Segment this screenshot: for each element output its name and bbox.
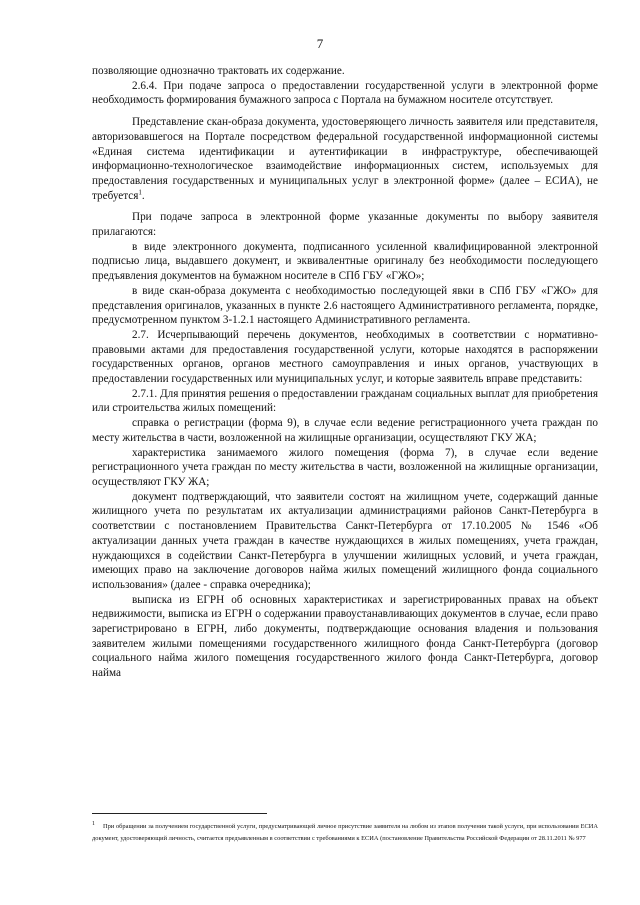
paragraph: в виде электронного документа, подписанного усиленной квалифицированной электронной подписью лица, выдавшего документ, и эквивалентные оригиналу без необходимости последующего предъявления документов на бумажном носителе в СПб ГБУ «ГЖО»;: [92, 240, 598, 283]
page-number: 7: [316, 36, 324, 51]
paragraph: документ подтверждающий, что заявители состоят на жилищном учете, содержащий данные жилищного учета по результатам их актуализации администрациями районов Санкт-Петербурга в соответствии с постановлением Правительства Санкт-Петербурга от 17.10.2005 № 1546 «Об актуализации данных учета граждан в качестве нуждающихся в жилых помещениях, учета граждан, нуждающихся в содействии Санкт-Петербурга в улучшении жилищных условий, и учета граждан, имеющих право на заключение договоров найма жилых помещений жилищного фонда социального использования» (далее - справка очередника);: [92, 490, 598, 591]
paragraph: справка о регистрации (форма 9), в случае если ведение регистрационного учета граждан по месту жительства в части, возложенной на жилищные организации, осуществляют ГКУ ЖА;: [92, 417, 598, 444]
paragraph: позволяющие однозначно трактовать их содержание.: [92, 65, 345, 77]
paragraph-text: Представление скан-образа документа, удостоверяющего личность заявителя или представителя, авторизовавшегося на Портале посредством федеральной государственной информационной системы «Единая система идентификации и аутентификации в инфраструктуре, обеспечивающей информационно-технологическое взаимодействие информационных систем, используемых для предоставления государственных и муниципальных услуг в электронной форме» (далее – ЕСИА), не требуется: [92, 116, 598, 202]
paragraph: в виде скан-образа документа с необходимостью последующей явки в СПб ГБУ «ГЖО» для представления оригиналов, указанных в пункте 2.6 настоящего Административного регламента, порядке, предусмотренном пунктом 3-1.2.1 настоящего Административного регламента.: [92, 284, 598, 327]
footnote-text: При обращении за получением государственной услуги, предусматривающей личное присутствие заявителя на любом из этапов получения такой услуги, при использовании ЕСИА документ, удостоверяющий личность, считается предъявленным в соответствии с требованиями к ЕСИА (постановление Правительства Российской Федерации от 28.11.2011 № 977: [92, 823, 598, 843]
paragraph: 2.6.4. При подаче запроса о предоставлении государственной услуги в электронной форме необходимость формирования бумажного запроса с Портала на бумажном носителе отсутствует.: [92, 79, 598, 107]
footnote-reference: 1: [138, 187, 142, 196]
footnote: [92, 821, 598, 846]
footnote-divider: [92, 813, 267, 814]
footnote-marker: 1: [92, 820, 95, 827]
paragraph: 2.7.1. Для принятия решения о предоставлении гражданам социальных выплат для приобретения или строительства жилых помещений:: [92, 387, 598, 415]
paragraph: характеристика занимаемого жилого помещения (форма 7), в случае если ведение регистрационного учета граждан по месту жительства в части, возложенной на жилищные организации, осуществляют ГКУ ЖА;: [92, 446, 598, 488]
paragraph: выписка из ЕГРН об основных характеристиках и зарегистрированных правах на объект недвижимости, выписка из ЕГРН о содержании правоустанавливающих документов в случае, если право зарегистрировано в ЕГРН, либо документы, подтверждающие основания владения и пользования заявителем жилыми помещениями государственного жилищного фонда Санкт-Петербурга (договор социального найма жилого помещения государственного жилого фонда Санкт-Петербурга, договор найма: [92, 593, 598, 680]
body-text: [92, 64, 598, 681]
paragraph: При подаче запроса в электронной форме указанные документы по выбору заявителя прилагаются:: [92, 211, 598, 239]
paragraph: 2.7. Исчерпывающий перечень документов, необходимых в соответствии с нормативно-правовыми актами для предоставления государственной услуги, которые находятся в распоряжении государственных органов, органов местного самоуправления и иных органов, участвующих в предоставлении государственных или муниципальных услуг, и которые заявитель вправе представить:: [92, 328, 598, 386]
paragraph: Представление скан-образа документа, удостоверяющего личность заявителя или представителя, авторизовавшегося на Портале посредством федеральной государственной информационной системы «Единая система идентификации и аутентификации в инфраструктуре, обеспечивающей информационно-технологическое взаимодействие информационных систем, используемых для предоставления государственных и муниципальных услуг в электронной форме» (далее – ЕСИА), не требуется$^1$.: [92, 116, 598, 202]
